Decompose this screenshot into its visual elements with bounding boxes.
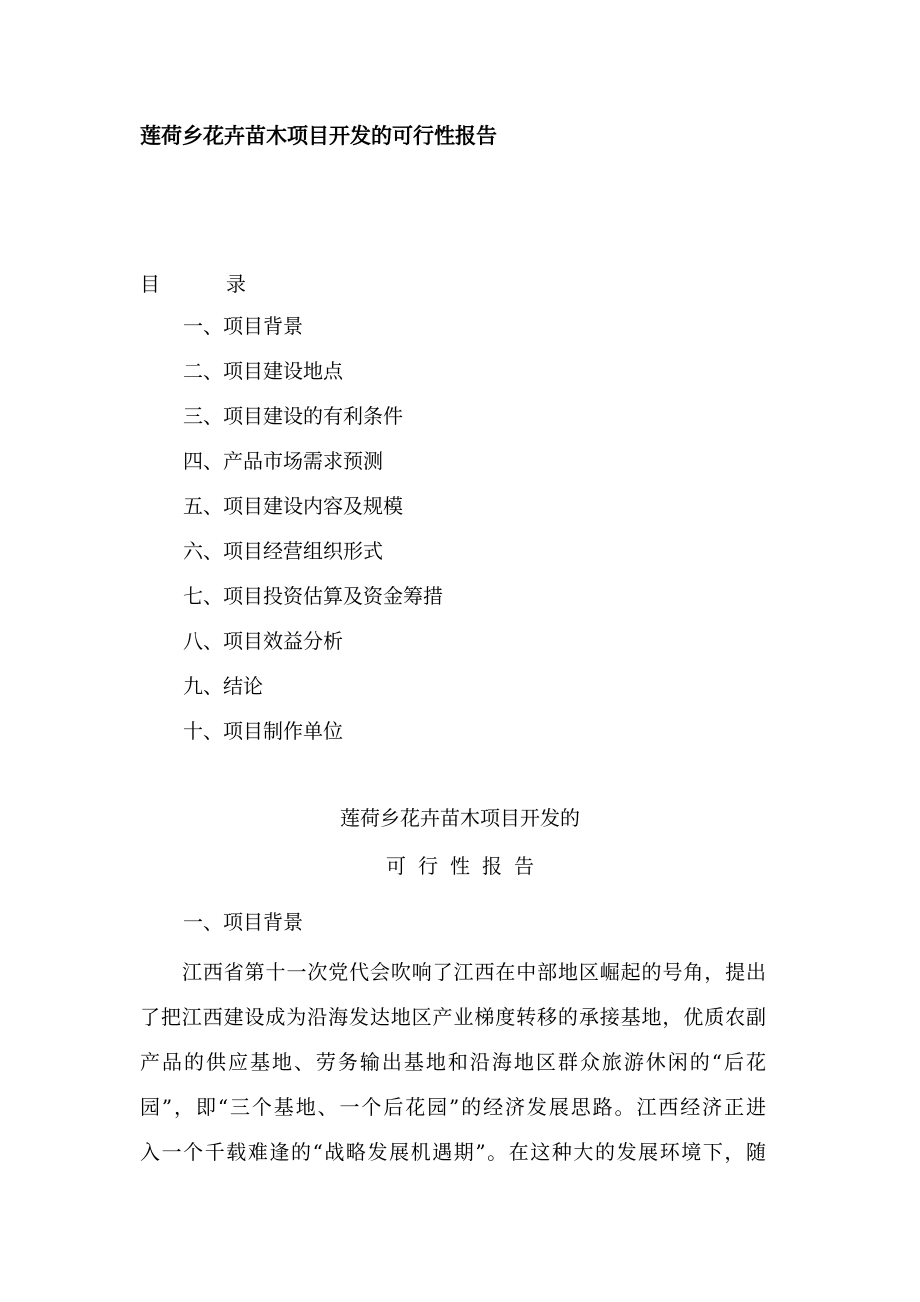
toc-item: 一、项目背景: [183, 314, 303, 338]
toc-item: 十、项目制作单位: [183, 719, 343, 743]
toc-item: 九、结论: [183, 674, 263, 698]
body-title-line-2: 可行性报告: [386, 854, 546, 878]
paragraph-line: 产品的供应基地、劳务输出基地和沿海地区群众旅游休闲的“后花: [140, 1050, 766, 1074]
table-of-contents: [183, 313, 443, 763]
toc-heading: [140, 268, 246, 297]
toc-item: 七、项目投资估算及资金筹措: [183, 584, 443, 608]
paragraph-line: 江西省第十一次党代会吹响了江西在中部地区崛起的号角，提出: [182, 960, 766, 984]
paragraph-line: 园”，即“三个基地、一个后花园”的经济发展思路。江西经济正进: [140, 1095, 766, 1119]
toc-item: 三、项目建设的有利条件: [183, 404, 403, 428]
document-title: 莲荷乡花卉苗木项目开发的可行性报告: [140, 123, 497, 148]
toc-heading-char-1: 目: [140, 272, 160, 296]
section-heading: 一、项目背景: [183, 910, 303, 934]
toc-heading-char-2: 录: [226, 272, 246, 296]
body-title-line-1: 莲荷乡花卉苗木项目开发的: [340, 806, 580, 830]
toc-item: 二、项目建设地点: [183, 359, 343, 383]
toc-item: 六、项目经营组织形式: [183, 539, 383, 563]
toc-item: 四、产品市场需求预测: [183, 449, 383, 473]
paragraph-line: 入一个千载难逢的“战略发展机遇期”。在这种大的发展环境下，随: [140, 1140, 766, 1164]
toc-item: 五、项目建设内容及规模: [183, 494, 403, 518]
body-paragraph: [140, 950, 766, 1175]
paragraph-line: 了把江西建设成为沿海发达地区产业梯度转移的承接基地，优质农副: [140, 1005, 766, 1029]
toc-item: 八、项目效益分析: [183, 629, 343, 653]
